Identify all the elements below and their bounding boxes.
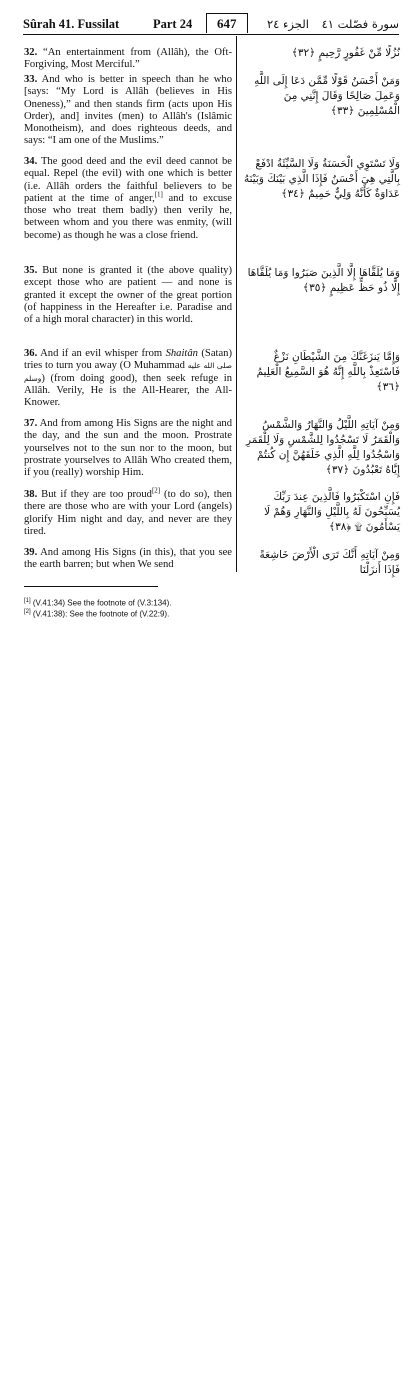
verse-number: 35. xyxy=(24,265,38,276)
verse-38-translation xyxy=(24,486,232,538)
verse-37-translation xyxy=(24,418,232,479)
verse-37-arabic: وَمِنْ آيَاتِهِ اللَّيْلُ وَالنَّهَارُ وَالشَّمْسُ وَالْقَمَرُ لَا تَسْجُدُوا لِلشَّمْسِ وَلَا لِلْقَمَرِ وَاسْجُدُوا لِلَّهِ الَّذِي خَلَقَهُنَّ إِن كُنتُمْ إِيَّاهُ تَعْبُدُونَ ﴿٣٧﴾ xyxy=(245,419,400,476)
footnote-2 xyxy=(24,607,169,620)
verse-text: And among His Signs (in this), that you see the earth barren; but when We send xyxy=(24,547,232,571)
part-label: Part 24 xyxy=(153,17,193,31)
juz-label-arabic: الجزء ٢٤ xyxy=(267,17,309,31)
verse-38-arabic: فَإِنِ اسْتَكْبَرُوا فَالَّذِينَ عِندَ رَبِّكَ يُسَبِّحُونَ لَهُ بِاللَّيْلِ وَالنَّهَارِ وَهُمْ لَا يَسْأَمُونَ ۩ ﴿٣٨﴾ xyxy=(264,491,400,533)
surah-title-arabic: سورة فصّلت ٤١ xyxy=(321,17,399,31)
verse-33-arabic: وَمَنْ أَحْسَنُ قَوْلًا مِّمَّن دَعَا إِلَى اللَّهِ وَعَمِلَ صَالِحًا وَقَالَ إِنَّنِي مِنَ الْمُسْلِمِينَ ﴿٣٣﴾ xyxy=(254,75,400,117)
footnote-marker: [1] xyxy=(154,190,163,199)
verse-36-arabic: وَإِمَّا يَنزَغَنَّكَ مِنَ الشَّيْطَانِ نَزْغٌ فَاسْتَعِذْ بِاللَّهِ إِنَّهُ هُوَ السَّمِيعُ الْعَلِيمُ ﴿٣٦﴾ xyxy=(256,351,400,393)
surah-title-english: Sûrah 41. Fussilat xyxy=(23,17,120,31)
verse-text: But if they are too proud xyxy=(41,489,152,500)
verse-text-continued: (Satan) tries to turn you away (O Muhammad xyxy=(24,348,232,372)
verse-text-continued: and to excuse those who treat them badly) then verily he, between whom and you there was enmity, (will become) as though he was a close friend. xyxy=(24,192,232,241)
verse-35-arabic: وَمَا يُلَقَّاهَا إِلَّا الَّذِينَ صَبَرُوا وَمَا يُلَقَّاهَا إِلَّا ذُو حَظٍّ عَظِيمٍ ﴿٣٥﴾ xyxy=(247,267,400,294)
verse-32-arabic: نُزُلًا مِّنْ غَفُورٍ رَّحِيمٍ ﴿٣٢﴾ xyxy=(291,47,400,59)
verse-36-translation xyxy=(24,348,232,409)
verse-35-translation xyxy=(24,265,232,326)
verse-number: 39. xyxy=(24,547,38,558)
verse-34-arabic: وَلَا تَسْتَوِي الْحَسَنَةُ وَلَا السَّيِّئَةُ ادْفَعْ بِالَّتِي هِيَ أَحْسَنُ فَإِذَا الَّذِي بَيْنَكَ وَبَيْنَهُ عَدَاوَةٌ كَأَنَّهُ وَلِيٌّ حَمِيمٌ ﴿٣٤﴾ xyxy=(243,158,400,200)
footnote-text: (V.41:34) See the footnote of (V.3:134). xyxy=(30,598,172,608)
footnote-text: (V.41:38): See the footnote of (V.22:9). xyxy=(30,609,170,619)
verse-text: “An entertainment from (Allâh), the Oft-Forgiving, Most Merciful.” xyxy=(24,47,232,71)
verse-33-translation xyxy=(24,74,232,148)
footnote-marker: [2] xyxy=(151,486,161,495)
verse-32-translation xyxy=(24,47,232,72)
verse-number: 38. xyxy=(24,489,38,500)
verse-34-translation xyxy=(24,156,232,242)
footnote-mark: [1] xyxy=(24,598,31,604)
salutation-arabic: صلى الله عليه وسلم xyxy=(24,361,232,383)
page-header xyxy=(23,16,399,35)
verse-text-continued: (to do so), then there are those who are with your Lord (angels) glorify Him night and day, and never are they tired. xyxy=(24,489,232,537)
verse-text-italic: Shaitân xyxy=(165,348,198,359)
verse-text: And from among His Signs are the night and the day, and the sun and the moon. Prostrate yourselves not to the sun nor to the moon, but prostrate yourselves to Allâh Who created them, if you (really) worship Him. xyxy=(24,418,232,479)
verse-text: And if an evil whisper from xyxy=(40,348,166,359)
column-divider xyxy=(236,36,237,572)
verse-text: But none is granted it (the above quality) except those who are patient — and none is granted it except the owner of the great portion (of happiness in the Hereafter i.e. Paradise and of a high moral character) in this world. xyxy=(24,265,232,326)
verse-number: 36. xyxy=(24,348,38,359)
footnote-separator xyxy=(24,586,158,587)
verse-number: 34. xyxy=(24,156,38,167)
page-number: 647 xyxy=(206,13,248,33)
verse-text-end: ) (from doing good), then seek refuge in Allâh. Verily, He is the All-Hearer, the All-Knower. xyxy=(24,372,232,409)
verse-number: 32. xyxy=(24,47,38,58)
footnote-mark: [2] xyxy=(24,609,31,615)
verse-text: The good deed and the evil deed cannot be equal. Repel (the evil) with one which is better (i.e. Allâh orders the faithful believers to be patient at the time of anger, xyxy=(24,156,233,204)
verse-number: 33. xyxy=(24,74,38,85)
verse-number: 37. xyxy=(24,418,38,429)
verse-39-arabic: وَمِنْ آيَاتِهِ أَنَّكَ تَرَى الْأَرْضَ خَاشِعَةً فَإِذَا أَنزَلْنَا xyxy=(259,549,400,576)
verse-39-translation xyxy=(24,547,232,572)
verse-text: And who is better in speech than he who [says: “My Lord is Allâh (believes in His Oneness),” and then stands firm (acts upon His Order), and] invites (men) to Allâh's (Islâmic Monotheism), and does righteous deeds, and says: “I am one of the Muslims.” xyxy=(24,74,232,147)
